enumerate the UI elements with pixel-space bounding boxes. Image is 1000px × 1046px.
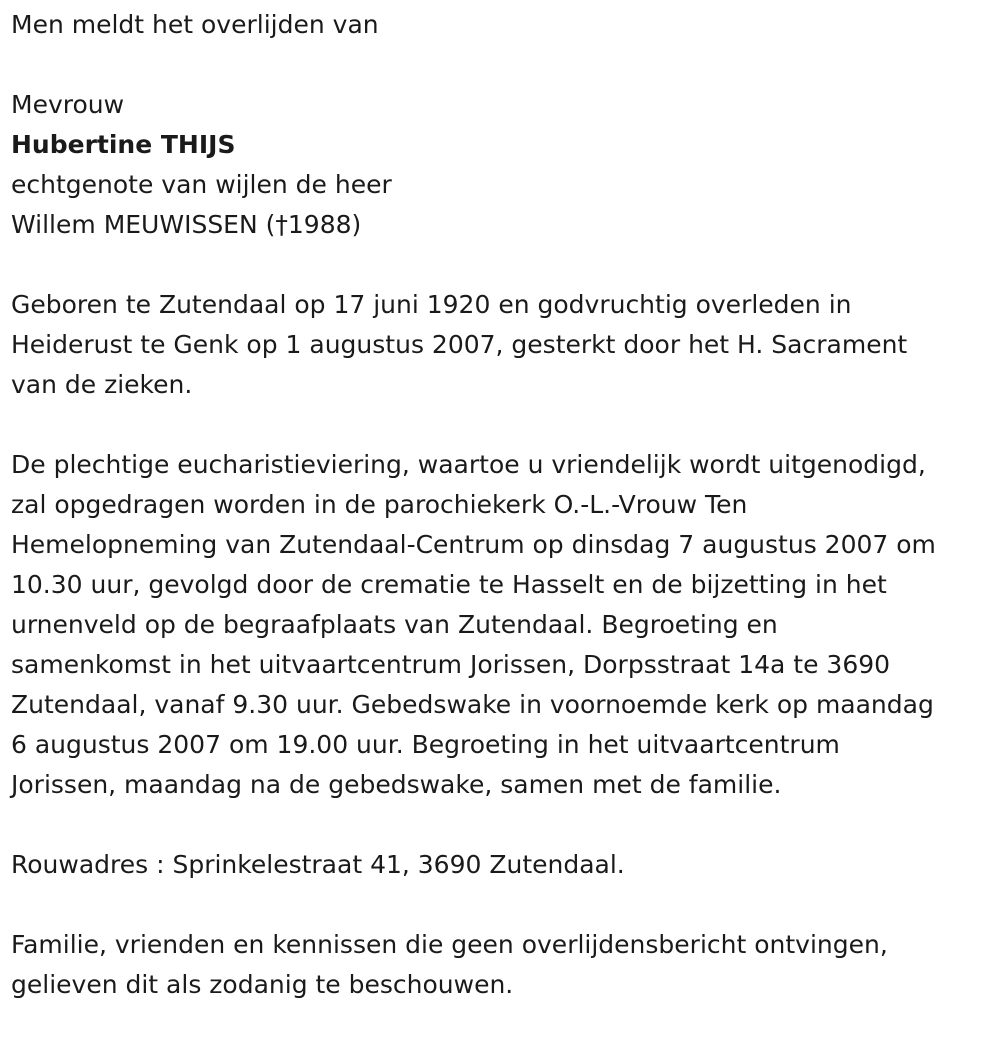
spouse-line: Willem MEUWISSEN (†1988) [11,210,362,239]
paragraph-line: 10.30 uur, gevolgd door de crematie te Hasselt en de bijzetting in het [11,570,887,599]
intro-line: Men meldt het overlijden van [11,10,379,39]
closing-paragraph [11,925,996,1005]
birth-death-paragraph [11,285,996,405]
paragraph-line: 6 augustus 2007 om 19.00 uur. Begroeting in het uitvaartcentrum [11,730,840,759]
paragraph-line: Zutendaal, vanaf 9.30 uur. Gebedswake in voornoemde kerk op maandag [11,690,934,719]
paragraph-line: De plechtige eucharistieviering, waartoe u vriendelijk wordt uitgenodigd, [11,450,926,479]
paragraph-line: Familie, vrienden en kennissen die geen overlijdensbericht ontvingen, [11,930,888,959]
relation-line: echtgenote van wijlen de heer [11,170,392,199]
deceased-name: Hubertine THIJS [11,130,236,159]
ceremony-paragraph [11,445,996,805]
title-line: Mevrouw [11,90,125,119]
paragraph-line: van de zieken. [11,370,193,399]
paragraph-line: Jorissen, maandag na de gebedswake, samen met de familie. [11,770,782,799]
paragraph-line: Hemelopneming van Zutendaal-Centrum op dinsdag 7 augustus 2007 om [11,530,936,559]
paragraph-line: Geboren te Zutendaal op 17 juni 1920 en godvruchtig overleden in [11,290,852,319]
obituary-notice [11,0,996,1005]
paragraph-line: gelieven dit als zodanig te beschouwen. [11,970,514,999]
paragraph-line: samenkomst in het uitvaartcentrum Jorissen, Dorpsstraat 14a te 3690 [11,650,891,679]
paragraph-line: Heiderust te Genk op 1 augustus 2007, gesterkt door het H. Sacrament [11,330,908,359]
paragraph-line: zal opgedragen worden in de parochiekerk O.-L.-Vrouw Ten [11,490,748,519]
paragraph-line: urnenveld op de begraafplaats van Zutendaal. Begroeting en [11,610,778,639]
address-line: Rouwadres : Sprinkelestraat 41, 3690 Zutendaal. [11,850,625,879]
